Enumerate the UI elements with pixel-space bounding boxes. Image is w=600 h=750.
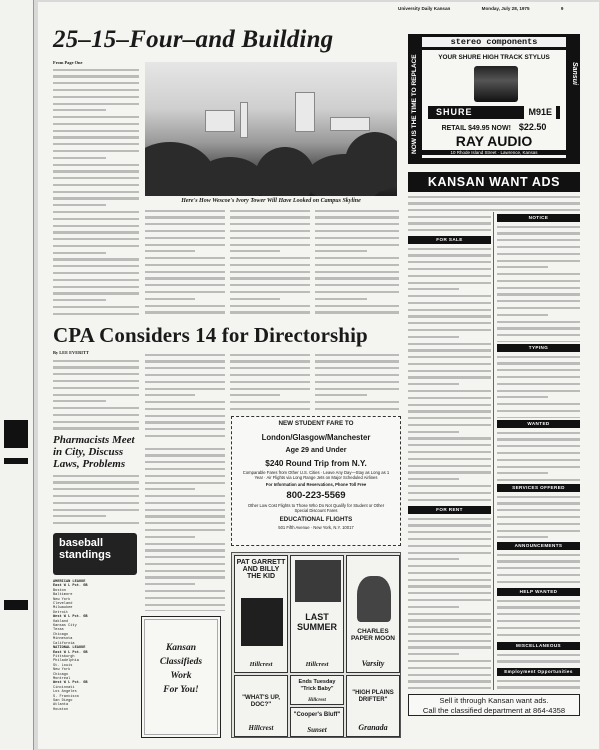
stereo-side-text: NOW IS THE TIME TO REPLACE bbox=[411, 54, 418, 155]
team-row: California bbox=[53, 641, 75, 646]
movie-theater: Hillcrest bbox=[308, 698, 326, 703]
cartridge-image bbox=[474, 66, 518, 102]
team-row: Cincinnati bbox=[53, 685, 75, 690]
movie-title: "WHAT'S UP, DOC?" bbox=[242, 694, 280, 708]
team-row: Los Angeles bbox=[53, 690, 77, 695]
standings-table bbox=[53, 580, 137, 712]
movie-theater: Hillcrest bbox=[305, 661, 329, 668]
pharmacists-story-col-1 bbox=[53, 473, 139, 528]
team-row: Kansas City bbox=[53, 624, 77, 629]
want-ads-col-2a bbox=[497, 224, 580, 342]
team-row: New York bbox=[53, 597, 71, 602]
pharmacists-headline: Pharmacists Meet in City, Discuss Laws, Problems bbox=[53, 434, 135, 470]
want-ads-col-2e bbox=[497, 552, 580, 586]
fare-address: 501 Fifth Avenue · New York, N.Y. 10017 bbox=[278, 525, 354, 530]
section-employment: Employment Opportunities bbox=[497, 668, 580, 676]
baseball-standings-banner: baseball standings bbox=[53, 533, 137, 575]
section-for-rent: FOR RENT bbox=[408, 506, 491, 514]
want-ads-col-2b bbox=[497, 354, 580, 418]
division-heading: East W L Pct. GB bbox=[53, 584, 88, 589]
fare-price: $240 Round Trip from N.Y. bbox=[265, 459, 367, 468]
want-ads-col-2d bbox=[497, 494, 580, 540]
team-row: Houston bbox=[53, 707, 69, 712]
paper-name: University Daily Kansan bbox=[398, 6, 451, 11]
fare-age: Age 29 and Under bbox=[285, 445, 347, 454]
fare-fine-print: Comparable Fares from Other U.S. Cities · Leave Any Day—Stay as Long as 1 Year · Air Flights via Long Range Jets on Major Scheduled Airlines bbox=[242, 470, 390, 480]
movie-title: Ends Tuesday "Trick Baby" bbox=[298, 679, 336, 692]
team-row: New York bbox=[53, 668, 71, 673]
division-heading: West W L Pct. GB bbox=[53, 681, 88, 686]
stereo-price: $22.50 bbox=[518, 122, 547, 132]
movie-ad-2 bbox=[290, 555, 344, 673]
shure-brand: SHURE bbox=[436, 107, 473, 117]
team-row: Chicago bbox=[53, 632, 69, 637]
movie-ad-3 bbox=[346, 555, 400, 673]
main-story-col-4 bbox=[315, 208, 399, 318]
movie-ad-5 bbox=[290, 707, 344, 737]
student-fare-ad bbox=[231, 416, 401, 546]
movie-ad-7 bbox=[234, 675, 288, 737]
movie-theater: Hillcrest bbox=[248, 724, 274, 732]
team-row: Atlanta bbox=[53, 703, 69, 708]
fare-cities: London/Glasgow/Manchester bbox=[261, 433, 371, 442]
section-notice: NOTICE bbox=[497, 214, 580, 222]
movie-title: LAST SUMMER bbox=[297, 612, 337, 632]
promo-line-1: Kansan bbox=[165, 643, 197, 653]
want-ads-col-2f bbox=[497, 598, 580, 640]
team-row: San Diego bbox=[53, 698, 73, 703]
fare-title: NEW STUDENT FARE TO bbox=[278, 420, 354, 427]
stereo-store: RAY AUDIO bbox=[455, 133, 533, 149]
pharmacists-story-col-2 bbox=[145, 446, 225, 611]
division-heading: East W L Pct. GB bbox=[53, 650, 88, 655]
movie-theater: Hillcrest bbox=[249, 661, 273, 668]
stereo-header: stereo components bbox=[422, 37, 566, 47]
section-typing: TYPING bbox=[497, 344, 580, 352]
section-help-wanted: HELP WANTED bbox=[497, 588, 580, 596]
stereo-product: YOUR SHURE HIGH TRACK STYLUS bbox=[438, 54, 550, 61]
team-row: Montreal bbox=[53, 676, 71, 681]
fare-info: For Information and Reservations, Phone Toll Free bbox=[265, 482, 367, 487]
fare-other: Other Low Cost Flights to Those Who Do Not Qualify for Student or Other Special Discount Fares bbox=[247, 503, 385, 513]
team-row: Minnesota bbox=[53, 637, 73, 642]
promo-line-4: For You! bbox=[163, 685, 199, 695]
fare-company: EDUCATIONAL FLIGHTS bbox=[279, 516, 353, 523]
stereo-address: 10 Rhode Island Street · Lawrence, Kansas bbox=[422, 150, 566, 155]
team-row: Cleveland bbox=[53, 602, 73, 607]
team-row: St. Louis bbox=[53, 663, 73, 668]
want-ads-col-2c bbox=[497, 430, 580, 482]
league-heading: AMERICAN LEAGUE bbox=[53, 580, 86, 584]
stereo-components-ad bbox=[408, 34, 580, 164]
want-ads-col-1a bbox=[408, 214, 491, 232]
team-row: Detroit bbox=[53, 610, 69, 615]
section-for-sale: FOR SALE bbox=[408, 236, 491, 244]
main-headline: 25–15–Four–and Building bbox=[53, 26, 334, 53]
team-row: Pittsburgh bbox=[53, 654, 75, 659]
page-number: 9 bbox=[560, 6, 564, 11]
cpa-story-col-3 bbox=[230, 352, 310, 412]
main-story-col-1 bbox=[53, 67, 139, 317]
cpa-headline: CPA Considers 14 for Directorship bbox=[53, 323, 368, 347]
section-wanted: WANTED bbox=[497, 420, 580, 428]
movie-ads-block bbox=[231, 552, 401, 738]
sansui-logo-text: Sansui bbox=[571, 62, 578, 85]
team-row: Texas bbox=[53, 628, 64, 633]
photo-caption: Here's How Wescoe's Ivory Tower Will Have Looked on Campus Skyline bbox=[181, 198, 361, 204]
section-announcements: ANNOUNCEMENTS bbox=[497, 542, 580, 550]
movie-title: "HIGH PLAINS DRIFTER" bbox=[352, 690, 394, 703]
team-row: Milwaukee bbox=[53, 606, 73, 611]
team-row: Boston bbox=[53, 588, 66, 593]
movie-theater: Sunset bbox=[307, 726, 327, 734]
promo-line-2: Classifieds bbox=[159, 657, 203, 667]
jump-line: From Page One bbox=[53, 60, 83, 65]
movie-theater: Granada bbox=[358, 723, 388, 732]
team-row: Oakland bbox=[53, 619, 69, 624]
movie-title: CHARLES PAPER MOON bbox=[351, 628, 395, 642]
section-miscellaneous: MISCELLANEOUS bbox=[497, 642, 580, 650]
want-ads-col-1b bbox=[408, 246, 491, 504]
cpa-story-col-1 bbox=[53, 358, 139, 430]
stereo-model: M91E bbox=[524, 106, 556, 119]
section-services-offered: SERVICES OFFERED bbox=[497, 484, 580, 492]
fare-phone: 800-223-5569 bbox=[286, 490, 346, 501]
league-heading: NATIONAL LEAGUE bbox=[53, 646, 86, 651]
masthead bbox=[398, 6, 563, 11]
team-row: S. Francisco bbox=[53, 694, 79, 699]
classifieds-promo-box bbox=[141, 616, 221, 738]
want-ads-col-2h bbox=[497, 678, 580, 690]
want-ads-col-2g bbox=[497, 652, 580, 666]
main-story-col-2 bbox=[145, 208, 225, 318]
movie-title: "Cooper's Bluff" bbox=[293, 712, 341, 718]
main-story-col-3 bbox=[230, 208, 310, 318]
footer-line-1: Sell it through Kansan want ads. bbox=[439, 696, 549, 705]
cpa-byline: By LEE EVERITT bbox=[53, 350, 89, 355]
team-row: Baltimore bbox=[53, 593, 73, 598]
movie-ad-4 bbox=[290, 675, 344, 705]
stereo-retail: RETAIL $49.95 NOW! bbox=[441, 125, 511, 132]
page-date: Monday, July 28, 1975 bbox=[481, 6, 530, 11]
movie-ad-1 bbox=[234, 555, 288, 673]
team-row: Philadelphia bbox=[53, 659, 79, 664]
adjacent-page-edge bbox=[0, 0, 34, 750]
movie-ad-6 bbox=[346, 675, 400, 737]
want-ads-header: KANSAN WANT ADS bbox=[408, 172, 580, 192]
promo-line-3: Work bbox=[170, 671, 192, 681]
cpa-story-col-4 bbox=[315, 352, 399, 412]
want-ads-rates bbox=[408, 194, 580, 212]
movie-theater: Varsity bbox=[361, 659, 385, 668]
division-heading: West W L Pct. GB bbox=[53, 615, 88, 620]
cpa-story-col-2 bbox=[145, 352, 225, 442]
campus-skyline-photo bbox=[145, 62, 397, 196]
team-row: Chicago bbox=[53, 672, 69, 677]
movie-title: PAT GARRETT AND BILLY THE KID bbox=[236, 559, 286, 580]
footer-line-2: Call the classified department at 864-4358 bbox=[422, 705, 566, 715]
want-ads-footer bbox=[408, 694, 580, 716]
want-ads-col-1c bbox=[408, 516, 491, 690]
